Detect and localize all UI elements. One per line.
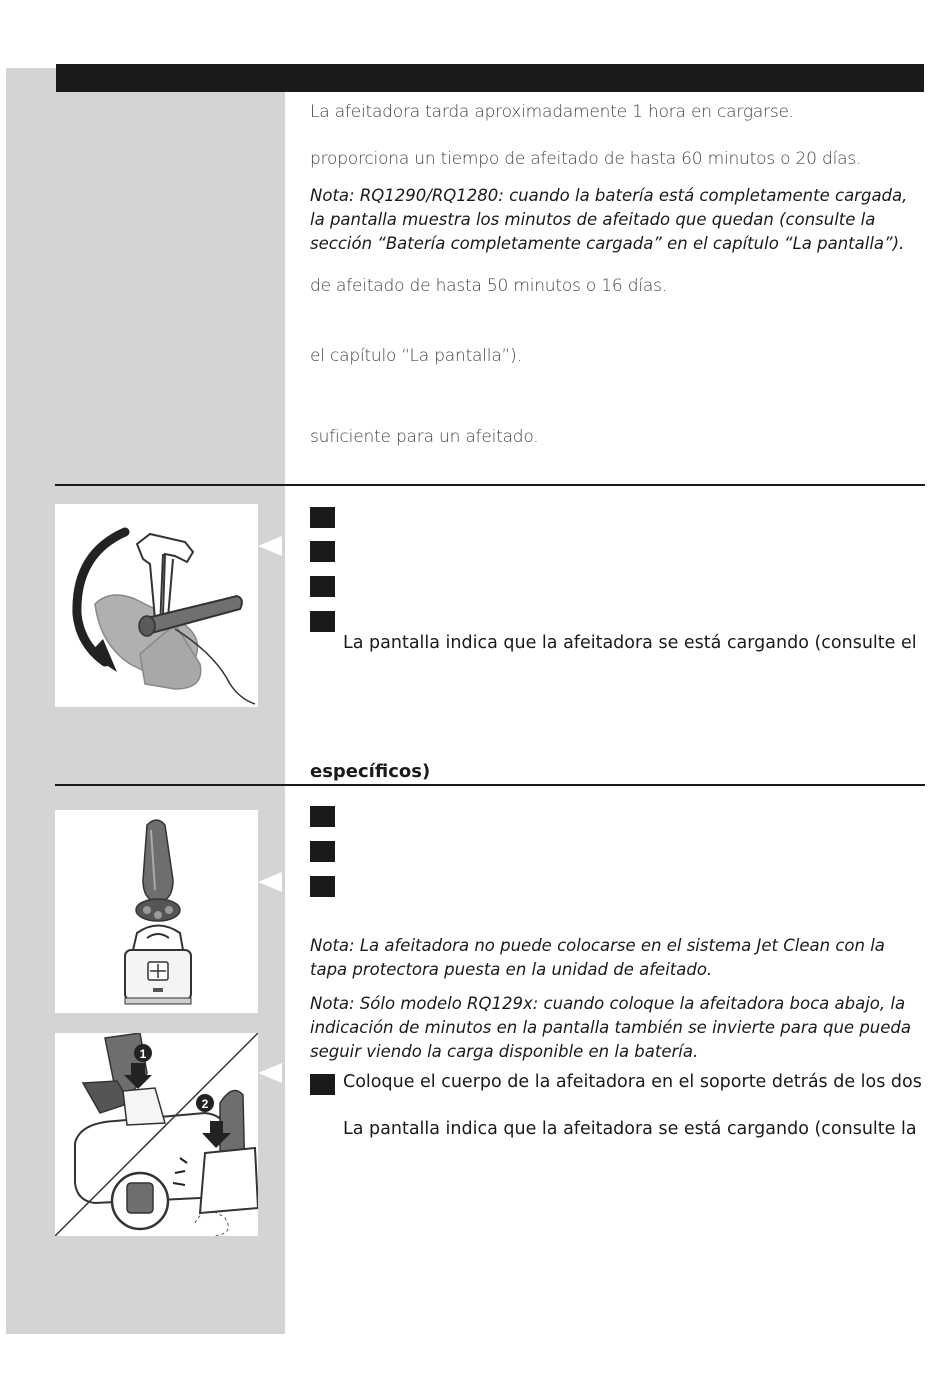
step-marker-6 <box>310 841 335 862</box>
note-inverted-display: Nota: Sólo modelo RQ129x: cuando coloque la afeitadora boca abajo, la indicación de minutos en la pantalla también se invierte para que pueda seguir viendo la carga disponible en la batería. <box>310 994 911 1061</box>
step-marker-7 <box>310 876 335 897</box>
step-marker-2 <box>310 541 335 562</box>
shaver-placement-steps-illustration <box>55 1033 258 1236</box>
step-marker-4 <box>310 611 335 632</box>
step-place-shaver: Coloque el cuerpo de la afeitadora en el soporte detrás de los dos <box>343 1072 922 1092</box>
step-marker-5 <box>310 806 335 827</box>
step-number-1: 1 <box>139 1047 147 1061</box>
shaving-time-text-2: de afeitado de hasta 50 minutos o 16 días. <box>310 276 667 296</box>
step-marker-1 <box>310 507 335 528</box>
figure-pointer <box>258 536 282 556</box>
sufficient-charge-text: suficiente para un afeitado. <box>310 427 539 447</box>
step-number-2: 2 <box>201 1097 209 1111</box>
step-marker-8 <box>310 1074 335 1095</box>
header-bar <box>56 64 924 92</box>
figure-charging-stand <box>55 504 258 707</box>
shaving-time-text: proporciona un tiempo de afeitado de hasta 60 minutos o 20 días. <box>310 149 862 169</box>
figure-jet-clean <box>55 810 258 1013</box>
note-protective-cap: Nota: La afeitadora no puede colocarse en el sistema Jet Clean con la tapa protectora puesta en la unidad de afeitado. <box>310 936 885 979</box>
step-display-charging: La pantalla indica que la afeitadora se está cargando (consulte la <box>343 1119 917 1139</box>
figure-pointer-3 <box>258 1063 282 1083</box>
shaver-jet-clean-illustration <box>55 810 258 1013</box>
figure-pointer-2 <box>258 872 282 892</box>
step-marker-3 <box>310 576 335 597</box>
section-divider <box>55 484 925 486</box>
shaver-charging-stand-illustration <box>55 504 258 707</box>
display-chapter-ref: el capítulo “La pantalla”). <box>310 346 522 366</box>
charging-time-text: La afeitadora tarda aproximadamente 1 hora en cargarse. <box>310 102 794 122</box>
note-display-minutes: Nota: RQ1290/RQ1280: cuando la batería está completamente cargada, la pantalla muestra los minutos de afeitado que quedan (consulte la sección “Batería completamente cargada” en el capítulo “La pantalla”). <box>310 186 908 253</box>
figure-placement-steps <box>55 1033 258 1236</box>
section-heading: específicos) <box>310 761 431 782</box>
step4-display-text: La pantalla indica que la afeitadora se está cargando (consulte el <box>343 633 917 653</box>
section-divider-2 <box>55 784 925 786</box>
